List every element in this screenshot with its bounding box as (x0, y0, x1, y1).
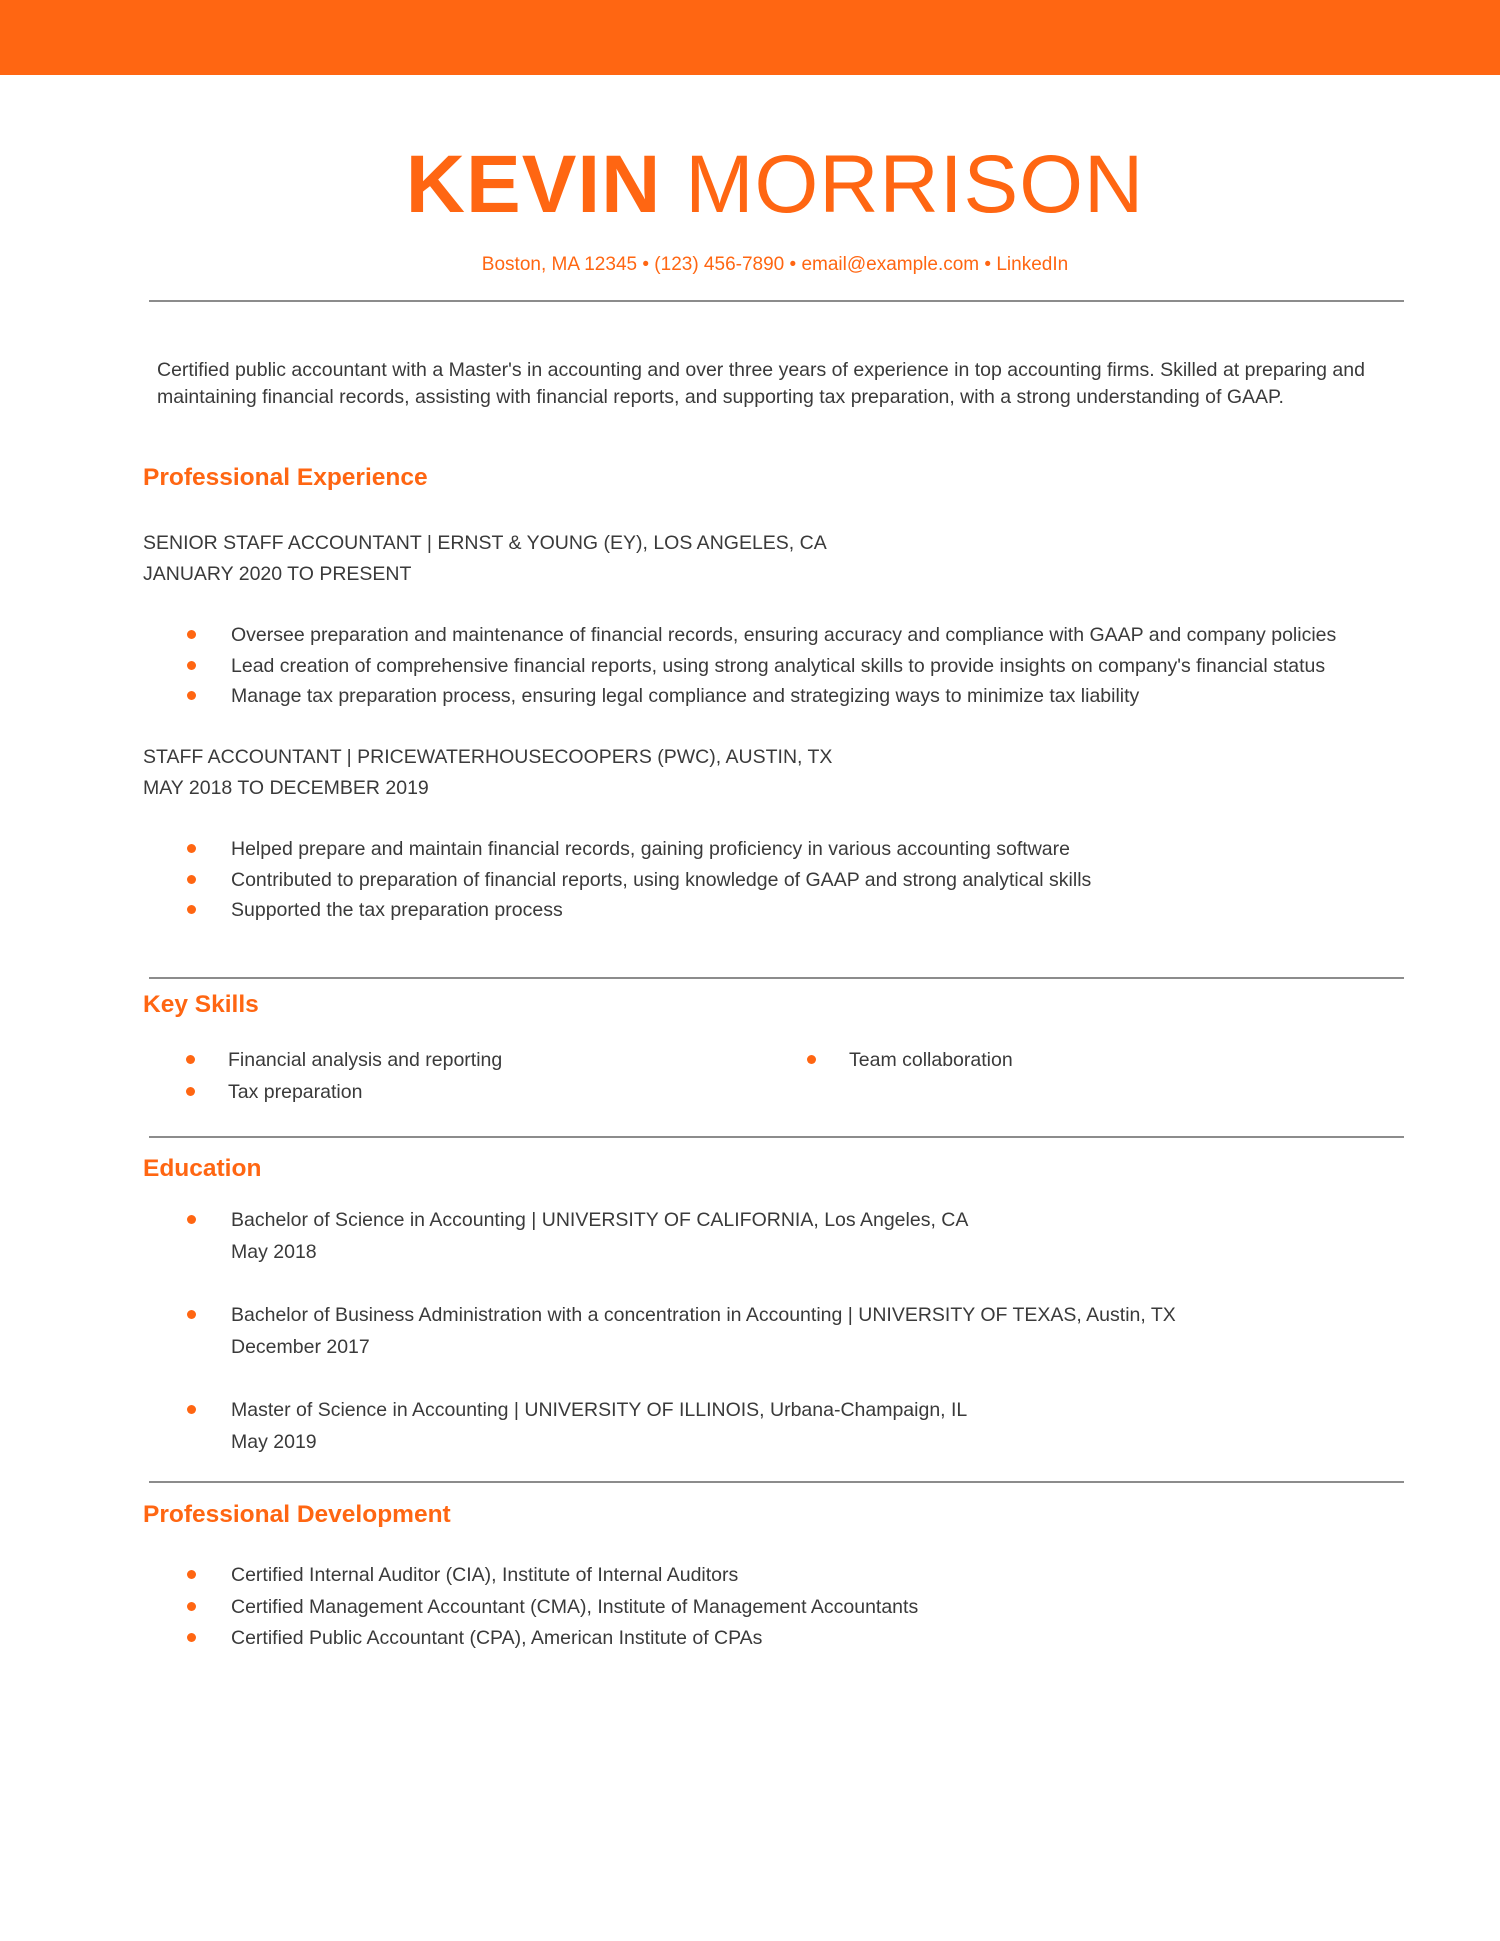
professional-summary: Certified public accountant with a Master's in accounting and over three years of experience in top accounting firms. Skilled at preparing and maintaining financial records, assisting with financial reports, and supporting tax preparation, with a strong understanding of GAAP. (157, 359, 1365, 408)
degree-line: Master of Science in Accounting | UNIVERSITY OF ILLINOIS, Urbana-Champaign, IL (231, 1399, 968, 1421)
list-item: Certified Management Accountant (CMA), Institute of Management Accountants (187, 1592, 918, 1624)
section-title-education: Education (143, 1155, 262, 1182)
job-dates: JANUARY 2020 TO PRESENT (143, 563, 412, 585)
last-name: MORRISON (685, 139, 1145, 230)
contact-phone: (123) 456-7890 (654, 254, 785, 275)
degree-line: Bachelor of Science in Accounting | UNIVERSITY OF CALIFORNIA, Los Angeles, CA (231, 1209, 969, 1231)
graduation-date: December 2017 (231, 1335, 370, 1358)
list-item: Helped prepare and maintain financial records, gaining proficiency in various accounting software (187, 834, 1091, 865)
list-item: Contributed to preparation of financial reports, using knowledge of GAAP and strong analytical skills (187, 865, 1091, 896)
section-title-skills: Key Skills (143, 991, 259, 1018)
job-bullet-list (187, 834, 1091, 926)
section-divider (149, 1136, 1404, 1138)
first-name: KEVIN (405, 139, 662, 230)
contact-location: Boston, MA 12345 (481, 254, 638, 275)
contact-separator: • (637, 254, 655, 275)
graduation-date: May 2018 (231, 1240, 317, 1263)
job-title: SENIOR STAFF ACCOUNTANT | ERNST & YOUNG (EY), LOS ANGELES, CA (143, 532, 827, 554)
contact-separator: • (784, 254, 802, 275)
list-item: Lead creation of comprehensive financial reports, using strong analytical skills to provide insights on company's financial status (187, 651, 1336, 682)
list-item: Oversee preparation and maintenance of financial records, ensuring accuracy and compliance with GAAP and company policies (187, 620, 1336, 651)
degree-line: Bachelor of Business Administration with a concentration in Accounting | UNIVERSITY OF TEXAS, Austin, TX (231, 1304, 1176, 1326)
list-item: Certified Internal Auditor (CIA), Institute of Internal Auditors (187, 1560, 918, 1592)
header-divider (149, 300, 1404, 302)
section-divider (149, 1481, 1404, 1483)
section-divider (149, 977, 1404, 979)
section-title-experience: Professional Experience (143, 464, 428, 491)
education-item (187, 1205, 1176, 1268)
section-title-development: Professional Development (143, 1501, 451, 1528)
skill-item: Tax preparation (186, 1076, 502, 1108)
job-dates: MAY 2018 TO DECEMBER 2019 (143, 777, 429, 799)
list-item: Supported the tax preparation process (187, 895, 1091, 926)
list-item: Manage tax preparation process, ensuring legal compliance and strategizing ways to minimize tax liability (187, 681, 1336, 712)
skills-list-right (807, 1044, 1013, 1076)
contact-line (0, 253, 1500, 277)
contact-separator: • (979, 254, 997, 275)
linkedin-link[interactable]: LinkedIn (996, 254, 1069, 275)
development-list (187, 1560, 918, 1655)
education-list (187, 1205, 1176, 1490)
candidate-name (0, 140, 1500, 230)
education-item (187, 1395, 1176, 1458)
job-title: STAFF ACCOUNTANT | PRICEWATERHOUSECOOPERS (PWC), AUSTIN, TX (143, 746, 833, 768)
education-item (187, 1300, 1176, 1363)
skill-item: Team collaboration (807, 1044, 1013, 1076)
graduation-date: May 2019 (231, 1430, 317, 1453)
list-item: Certified Public Accountant (CPA), American Institute of CPAs (187, 1623, 918, 1655)
job-bullet-list (187, 620, 1336, 712)
contact-email-link[interactable]: email@example.com (801, 254, 980, 275)
header-accent-bar (0, 0, 1500, 75)
skill-item: Financial analysis and reporting (186, 1044, 502, 1076)
skills-list-left (186, 1044, 502, 1108)
